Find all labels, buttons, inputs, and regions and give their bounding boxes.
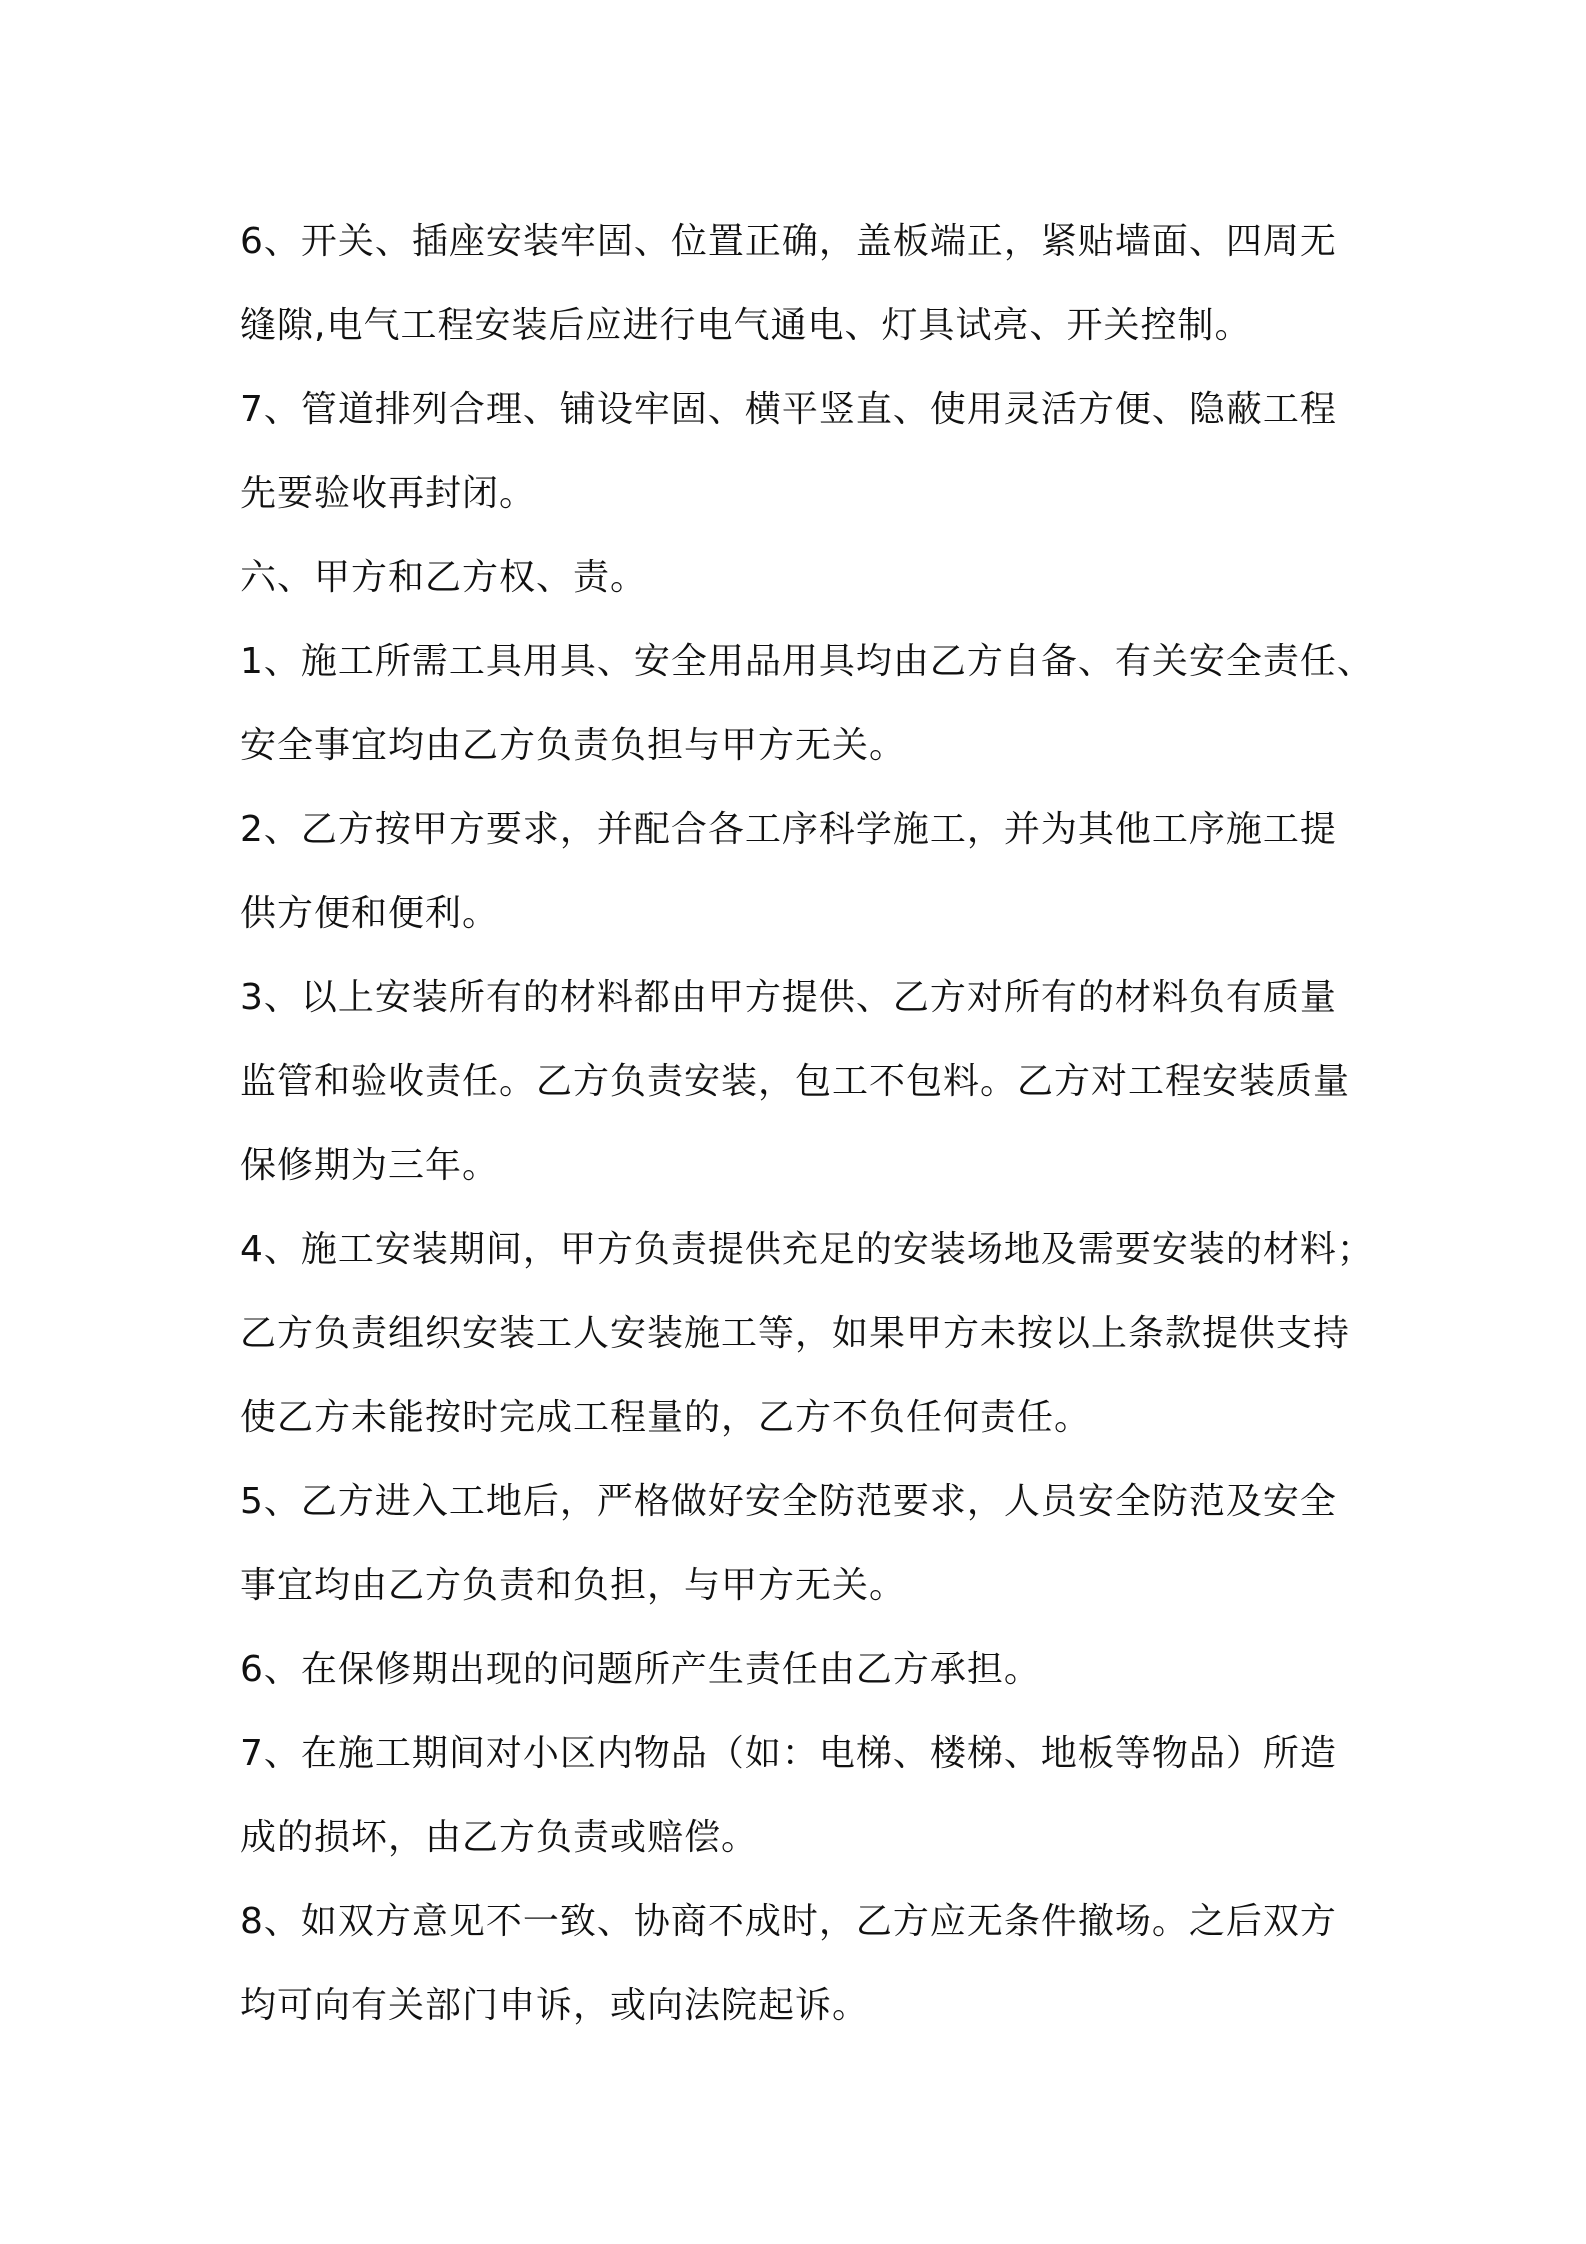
- text-line: 4、施工安装期间，甲方负责提供充足的安装场地及需要安装的材料；: [240, 1229, 1374, 1270]
- clause-1-tools-safety: [240, 620, 1380, 788]
- text-line: 8、如双方意见不一致、协商不成时，乙方应无条件撤场。之后双方: [240, 1901, 1337, 1942]
- clause-7-pipes: [240, 368, 1380, 536]
- text-line: 1、施工所需工具用具、安全用品用具均由乙方自备、有关安全责任、: [240, 641, 1374, 682]
- text-line: 保修期为三年。: [240, 1145, 500, 1186]
- text-line: 事宜均由乙方负责和负担，与甲方无关。: [240, 1565, 907, 1606]
- text-line: 6、在保修期出现的问题所产生责任由乙方承担。: [240, 1649, 1041, 1690]
- text-line: 监管和验收责任。乙方负责安装，包工不包料。乙方对工程安装质量: [240, 1061, 1351, 1102]
- section-heading-rights-duties: [240, 536, 1380, 620]
- text-line: 安全事宜均由乙方负责负担与甲方无关。: [240, 725, 907, 766]
- text-line: 先要验收再封闭。: [240, 473, 537, 514]
- text-line: 2、乙方按甲方要求，并配合各工序科学施工，并为其他工序施工提: [240, 809, 1337, 850]
- clause-7-property-damage: [240, 1712, 1380, 1880]
- text-line: 缝隙,电气工程安装后应进行电气通电、灯具试亮、开关控制。: [240, 305, 1252, 346]
- clause-4-installation-period: [240, 1208, 1380, 1460]
- text-line: 使乙方未能按时完成工程量的，乙方不负任何责任。: [240, 1397, 1092, 1438]
- section-heading: 六、甲方和乙方权、责。: [240, 557, 648, 598]
- text-line: 成的损坏，由乙方负责或赔偿。: [240, 1817, 759, 1858]
- text-line: 6、开关、插座安装牢固、位置正确，盖板端正，紧贴墙面、四周无: [240, 221, 1337, 262]
- clause-3-materials-warranty: [240, 956, 1380, 1208]
- clause-6-warranty-responsibility: [240, 1628, 1380, 1712]
- text-line: 7、在施工期间对小区内物品（如：电梯、楼梯、地板等物品）所造: [240, 1733, 1337, 1774]
- text-line: 3、以上安装所有的材料都由甲方提供、乙方对所有的材料负有质量: [240, 977, 1337, 1018]
- clause-5-site-safety: [240, 1460, 1380, 1628]
- text-line: 均可向有关部门申诉，或向法院起诉。: [240, 1985, 870, 2026]
- text-line: 7、管道排列合理、铺设牢固、横平竖直、使用灵活方便、隐蔽工程: [240, 389, 1337, 430]
- clause-6-switches-sockets: [240, 200, 1380, 368]
- text-line: 5、乙方进入工地后，严格做好安全防范要求，人员安全防范及安全: [240, 1481, 1337, 1522]
- clause-2-cooperation: [240, 788, 1380, 956]
- document-body: [240, 200, 1380, 2048]
- clause-8-dispute: [240, 1880, 1380, 2048]
- text-line: 乙方负责组织安装工人安装施工等，如果甲方未按以上条款提供支持: [240, 1313, 1351, 1354]
- text-line: 供方便和便利。: [240, 893, 500, 934]
